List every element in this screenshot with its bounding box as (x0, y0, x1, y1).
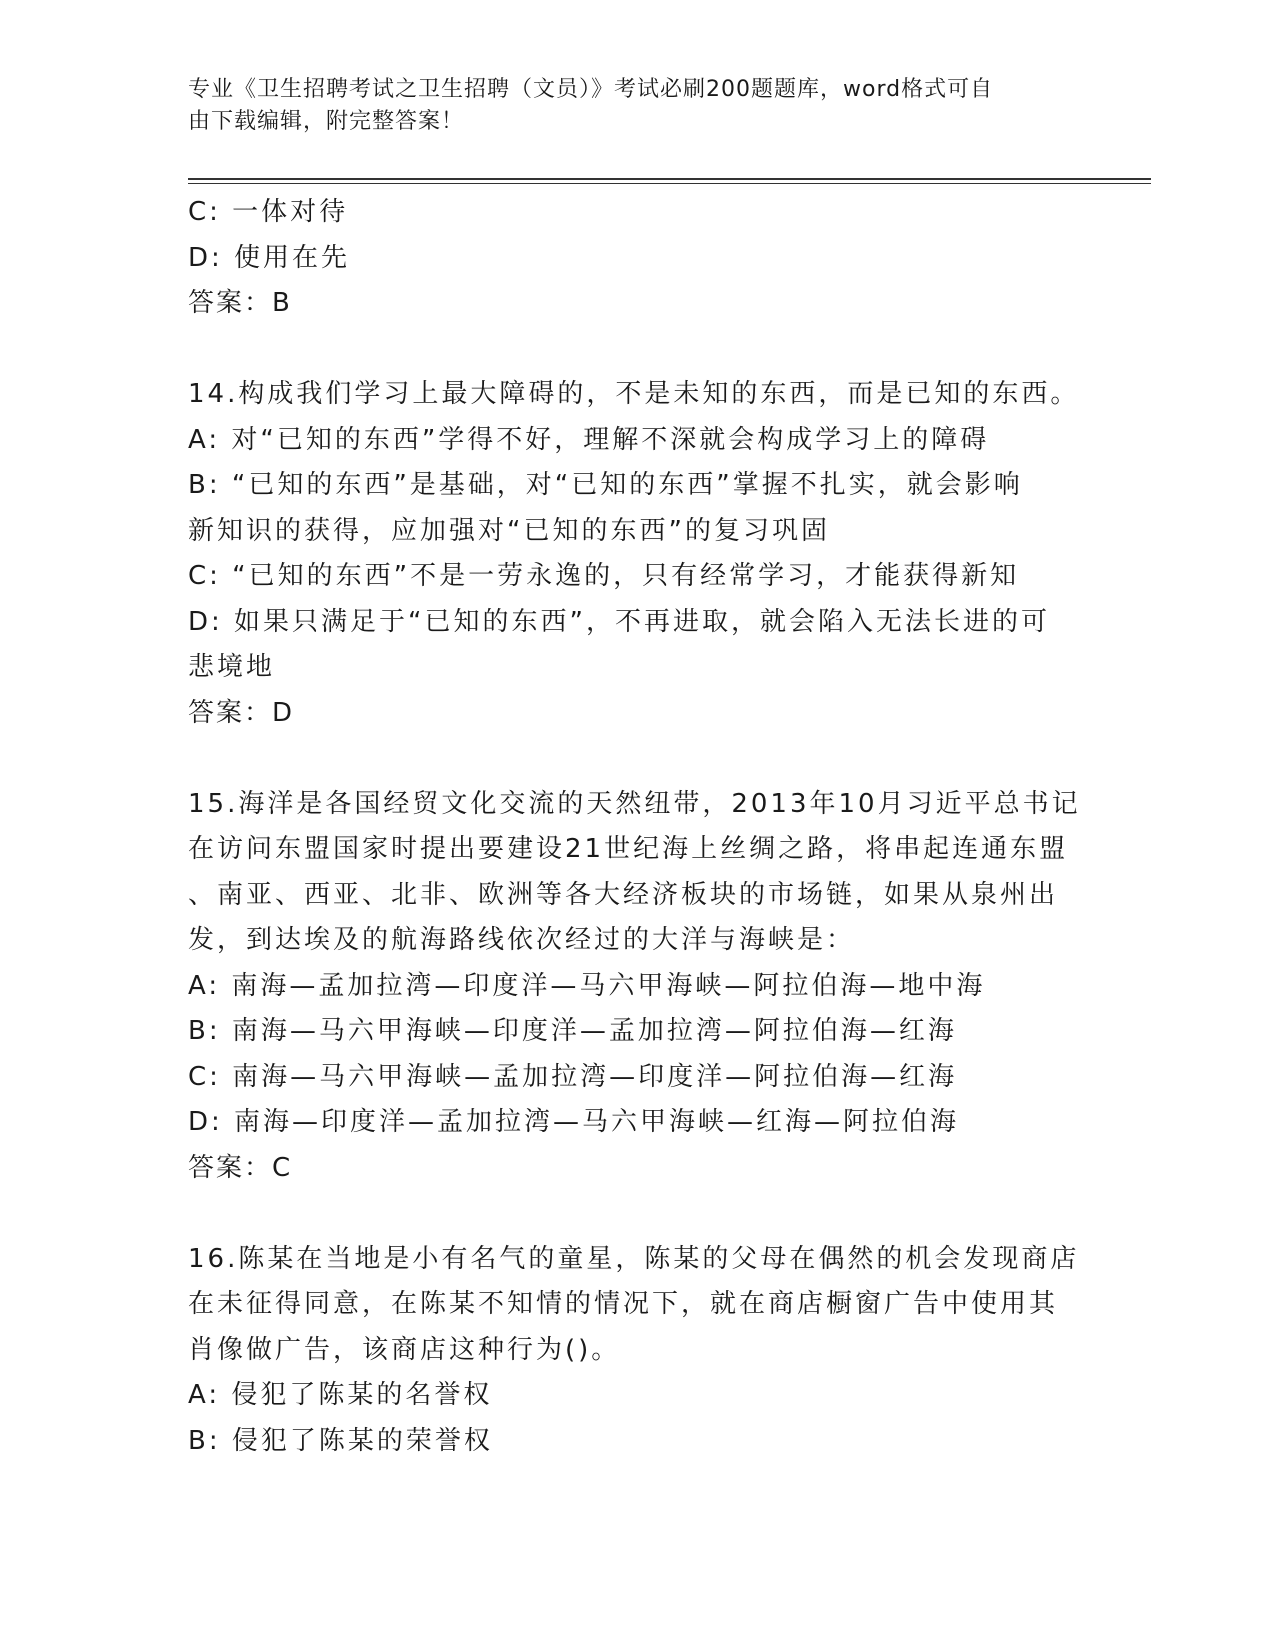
option-d-line-1: D: 如果只满足于“已知的东西”，不再进取，就会陷入无法长进的可 (188, 606, 1050, 637)
question-stem-line-3: 肖像做广告，该商店这种行为()。 (188, 1334, 621, 1365)
header-title-line-1: 专业《卫生招聘考试之卫生招聘（文员）》考试必刷200题题库，word格式可自 (188, 77, 994, 102)
spacer (188, 736, 1088, 782)
option-c: C: “已知的东西”不是一劳永逸的，只有经常学习，才能获得新知 (188, 561, 1020, 591)
option-b: B: 侵犯了陈某的荣誉权 (188, 1425, 493, 1456)
option-d-line-2: 悲境地 (188, 652, 276, 682)
question-stem-line-4: 发，到达埃及的航海路线依次经过的大洋与海峡是： (188, 925, 856, 955)
question-block-previous (188, 190, 1088, 327)
question-stem: 14.构成我们学习上最大障碍的，不是未知的东西，而是已知的东西。 (188, 379, 1080, 409)
option-b-line-1: B: “已知的东西”是基础，对“已知的东西”掌握不扎实，就会影响 (188, 470, 1023, 500)
question-stem-line-1: 16.陈某在当地是小有名气的童星，陈某的父母在偶然的机会发现商店 (188, 1243, 1080, 1274)
header-divider-thick (188, 178, 1151, 180)
question-stem-line-1: 15.海洋是各国经贸文化交流的天然纽带，2013年10月习近平总书记 (188, 788, 1081, 819)
option-c: C: 南海—马六甲海峡—孟加拉湾—印度洋—阿拉伯海—红海 (188, 1061, 958, 1092)
spacer (188, 1191, 1088, 1237)
option-b: B: 南海—马六甲海峡—印度洋—孟加拉湾—阿拉伯海—红海 (188, 1016, 957, 1046)
spacer (188, 327, 1088, 373)
option-d: D: 使用在先 (188, 242, 351, 273)
answer: 答案：B (188, 288, 292, 318)
answer: 答案：D (188, 697, 295, 728)
header-title-line-2: 由下载编辑，附完整答案！ (188, 109, 465, 134)
answer: 答案：C (188, 1152, 293, 1183)
header-divider-thin (188, 183, 1151, 184)
question-block-16 (188, 1237, 1088, 1465)
page-header (188, 74, 1068, 138)
question-stem-line-2: 在访问东盟国家时提出要建设21世纪海上丝绸之路，将串起连通东盟 (188, 834, 1069, 864)
option-d: D: 南海—印度洋—孟加拉湾—马六甲海峡—红海—阿拉伯海 (188, 1107, 960, 1137)
question-stem-line-2: 在未征得同意，在陈某不知情的情况下，就在商店橱窗广告中使用其 (188, 1289, 1059, 1319)
question-stem-line-3: 、南亚、西亚、北非、欧洲等各大经济板块的市场链，如果从泉州出 (188, 879, 1059, 910)
option-b-line-2: 新知识的获得，应加强对“已知的东西”的复习巩固 (188, 515, 830, 546)
question-block-14 (188, 372, 1088, 736)
option-a: A: 南海—孟加拉湾—印度洋—马六甲海峡—阿拉伯海—地中海 (188, 970, 986, 1001)
question-list (188, 190, 1088, 1464)
question-block-15 (188, 782, 1088, 1192)
option-a: A: 对“已知的东西”学得不好，理解不深就会构成学习上的障碍 (188, 424, 990, 455)
option-c: C: 一体对待 (188, 197, 349, 227)
option-a: A: 侵犯了陈某的名誉权 (188, 1380, 493, 1410)
